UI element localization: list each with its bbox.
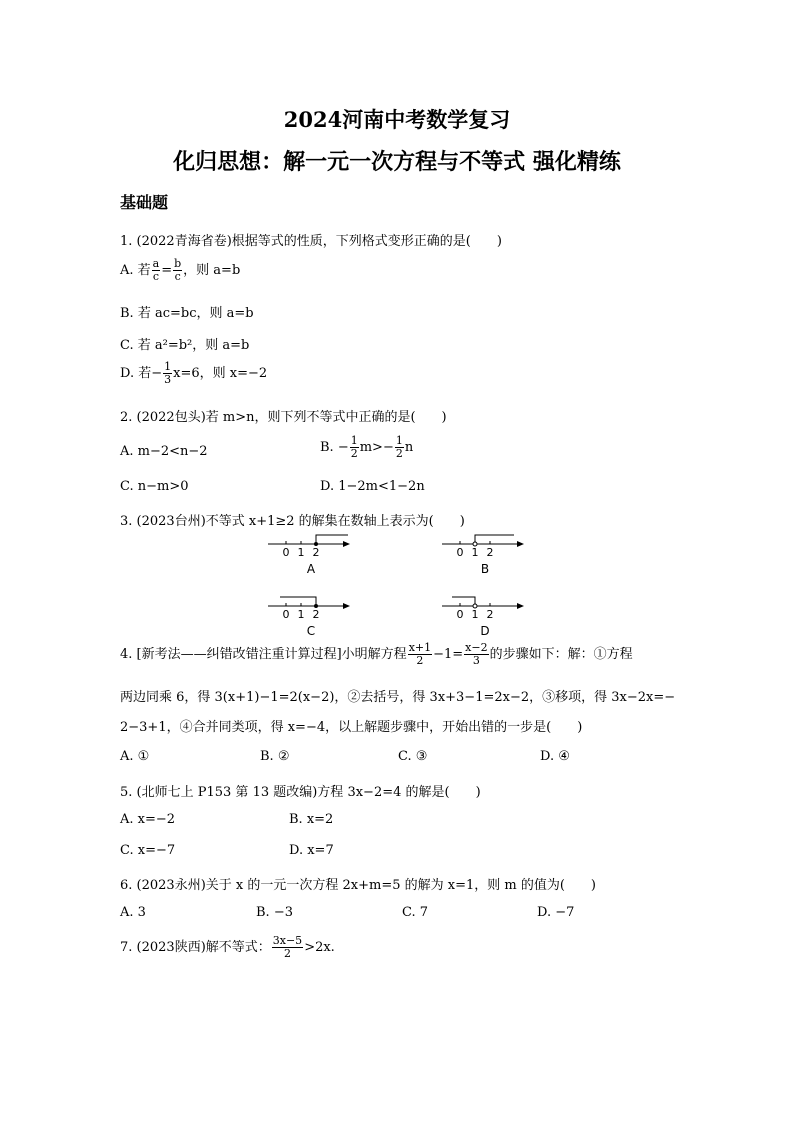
q2-b-frac2 <box>395 435 404 460</box>
q2-option-b <box>320 435 413 460</box>
frac-numerator: a <box>152 257 160 270</box>
q6-option-b: B. −3 <box>256 905 293 920</box>
frac-denominator: c <box>152 270 160 283</box>
q1-option-d <box>120 361 267 386</box>
q4-frac2 <box>464 642 488 667</box>
q2-b-middle: m>− <box>359 440 394 455</box>
frac-denominator: 3 <box>472 654 480 667</box>
q5-option-a: A. x=−2 <box>120 812 176 827</box>
q1-option-a <box>120 258 240 283</box>
q6-stem: 6. (2023永州)关于 x 的一元一次方程 2x+m=5 的解为 x=1，则 m 的值为( ) <box>120 878 596 893</box>
q2-stem: 2. (2022包头)若 m>n，则下列不等式中正确的是( ) <box>120 410 447 425</box>
q1-a-frac2 <box>173 258 182 283</box>
q2-b-suffix: n <box>404 440 414 455</box>
tick-label-2: 2 <box>486 608 494 621</box>
tick-label-1: 1 <box>297 546 305 559</box>
tick-label-1: 1 <box>471 608 479 621</box>
q7-frac <box>272 935 303 960</box>
q6-option-d: D. −7 <box>537 905 575 920</box>
frac-denominator: 2 <box>283 947 291 960</box>
option-label-a: A <box>306 562 316 576</box>
q1-a-equals: = <box>161 263 173 278</box>
frac-numerator: 1 <box>395 434 403 447</box>
q5-option-c: C. x=−7 <box>120 843 176 858</box>
q7-stem <box>120 935 335 960</box>
q1-option-c: C. 若 a²=b²，则 a=b <box>120 338 250 353</box>
frac-denominator: 2 <box>395 447 403 460</box>
frac-denominator: 3 <box>164 373 172 386</box>
q1-a-prefix: A. 若 <box>120 263 151 278</box>
q1-d-prefix: D. 若− <box>120 366 163 381</box>
frac-numerator: 3x−5 <box>272 934 303 947</box>
solution-bracket <box>475 535 514 544</box>
solution-bracket <box>452 597 475 606</box>
q4-line-3: 2−3+1，④合并同类项，得 x=−4，以上解题步骤中，开始出错的一步是( ) <box>120 720 583 735</box>
q4-prefix: 4. [新考法——纠错改错注重计算过程]小明解方程 <box>120 647 407 662</box>
q5-option-b: B. x=2 <box>289 812 334 827</box>
axis-arrow <box>517 603 524 609</box>
tick-label-0: 0 <box>456 608 464 621</box>
q7-suffix: >2x. <box>304 940 335 955</box>
q4-suffix: 的步骤如下：解：①方程 <box>489 647 633 662</box>
tick-label-2: 2 <box>486 546 494 559</box>
q3-stem: 3. (2023台州)不等式 x+1≥2 的解集在数轴上表示为( ) <box>120 514 465 529</box>
option-label-d: D <box>480 624 490 638</box>
q6-option-a: A. 3 <box>120 905 146 920</box>
q2-option-a: A. m−2<n−2 <box>120 444 208 459</box>
q2-b-prefix: B. − <box>320 440 349 455</box>
axis-arrow <box>517 541 524 547</box>
number-line-a <box>266 532 356 580</box>
q1-a-suffix: ，则 a=b <box>183 263 241 278</box>
q4-line-1 <box>120 642 633 667</box>
section-heading: 基础题 <box>120 193 169 212</box>
frac-numerator: 1 <box>350 434 358 447</box>
q1-d-frac <box>163 361 172 386</box>
axis-arrow <box>343 541 350 547</box>
q5-option-d: D. x=7 <box>289 843 334 858</box>
tick-label-0: 0 <box>282 608 290 621</box>
frac-numerator: x−2 <box>465 641 488 654</box>
frac-numerator: b <box>174 257 182 270</box>
solution-bracket <box>280 597 316 606</box>
frac-denominator: 2 <box>350 447 358 460</box>
q4-option-c: C. ③ <box>398 749 428 764</box>
number-line-d <box>440 594 530 642</box>
tick-label-1: 1 <box>297 608 305 621</box>
doc-title: 2024河南中考数学复习 <box>283 107 511 132</box>
q2-b-frac1 <box>350 435 359 460</box>
q4-option-a: A. ① <box>120 749 150 764</box>
q2-option-d: D. 1−2m<1−2n <box>320 479 425 494</box>
q4-line-2: 两边同乘 6，得 3(x+1)−1=2(x−2)，②去括号，得 3x+3−1=2x−2，③移项，得 3x−2x=− <box>120 690 676 705</box>
q1-a-frac1 <box>152 258 161 283</box>
q1-d-suffix: x=6，则 x=−2 <box>173 366 268 381</box>
number-line-b <box>440 532 530 580</box>
tick-label-0: 0 <box>282 546 290 559</box>
q2-option-c: C. n−m>0 <box>120 479 189 494</box>
tick-label-2: 2 <box>312 546 320 559</box>
tick-label-1: 1 <box>471 546 479 559</box>
q7-prefix: 7. (2023陕西)解不等式： <box>120 940 271 955</box>
number-line-c <box>266 594 356 642</box>
option-label-c: C <box>306 624 316 638</box>
frac-denominator: 2 <box>416 654 424 667</box>
frac-numerator: x+1 <box>408 641 432 654</box>
q6-option-c: C. 7 <box>402 905 429 920</box>
q4-frac1 <box>408 642 432 667</box>
doc-subtitle: 化归思想：解一元一次方程与不等式 强化精练 <box>173 149 621 175</box>
tick-label-0: 0 <box>456 546 464 559</box>
q1-stem: 1. (2022青海省卷)根据等式的性质，下列格式变形正确的是( ) <box>120 234 502 249</box>
q5-stem: 5. (北师七上 P153 第 13 题改编)方程 3x−2=4 的解是( ) <box>120 785 481 800</box>
axis-arrow <box>343 603 350 609</box>
tick-label-2: 2 <box>312 608 320 621</box>
frac-numerator: 1 <box>164 360 172 373</box>
q1-option-b: B. 若 ac=bc，则 a=b <box>120 306 254 321</box>
q4-option-d: D. ④ <box>540 749 570 764</box>
frac-denominator: c <box>174 270 181 283</box>
option-label-b: B <box>480 562 490 576</box>
q4-middle: −1= <box>433 647 464 662</box>
q4-option-b: B. ② <box>260 749 290 764</box>
